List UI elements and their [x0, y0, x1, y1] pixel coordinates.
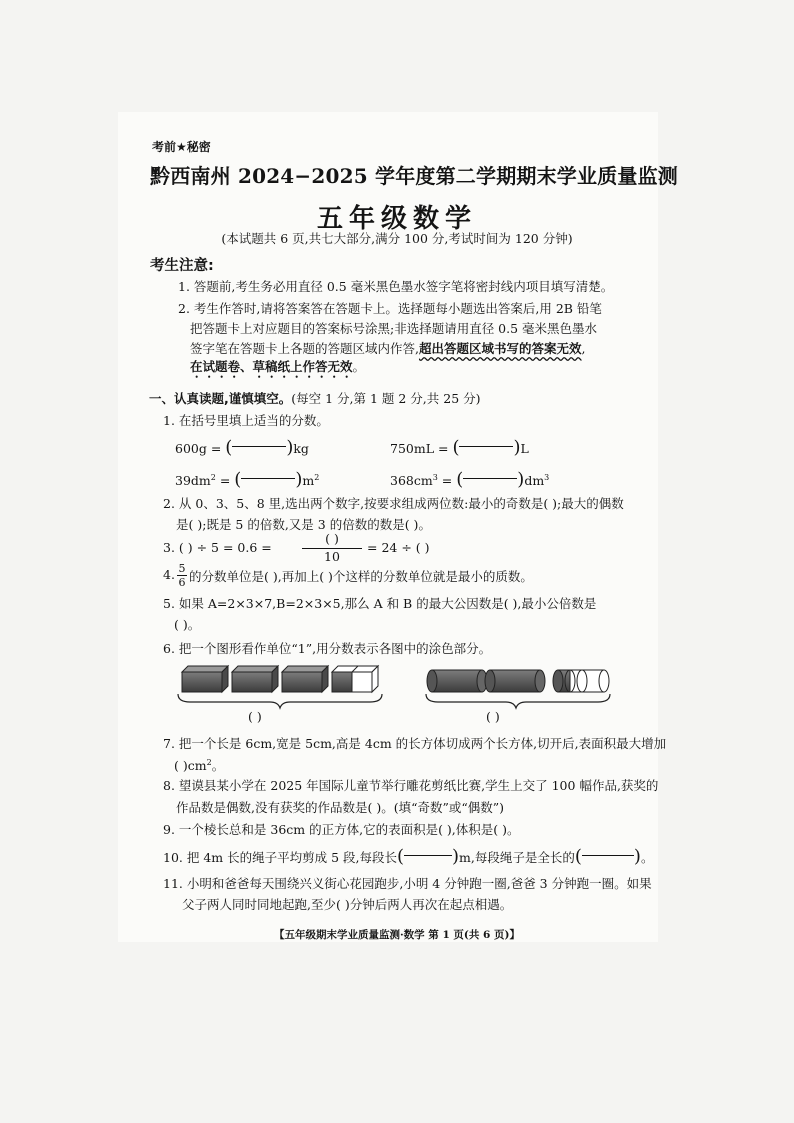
- notice-period: 。: [352, 359, 366, 374]
- q1-d-unit-exp: 3: [544, 472, 550, 482]
- q1-d-eq: =: [437, 473, 453, 488]
- q1-a-blank[interactable]: ( ): [225, 437, 294, 458]
- cylinder-1: [427, 670, 487, 692]
- exam-title: 黔西南州 2024−2025 学年度第二学期期末学业质量监测: [150, 164, 679, 188]
- question-11-line-1: 11. 小明和爸爸每天围绕兴义街心花园跑步,小明 4 分钟跑一圈,爸爸 3 分钟跑一圈。如果: [163, 876, 652, 891]
- q1-c: [175, 469, 319, 490]
- q1-c-exp: 2: [210, 472, 216, 482]
- question-10: [163, 846, 653, 867]
- question-10-blank-2[interactable]: ( ): [574, 846, 641, 867]
- question-2-line-2: 是( );既是 5 的倍数,又是 3 的倍数的数是( )。: [176, 517, 431, 532]
- notice-comma: ,: [581, 341, 586, 356]
- section-1-heading: [149, 389, 481, 407]
- q1-b: [390, 437, 529, 458]
- question-10-part-b: m,每段绳子是全长的: [459, 850, 575, 865]
- notice-emphasis-invalid-area: 超出答题区域书写的答案无效: [418, 341, 582, 356]
- question-2-line-1: 2. 从 0、3、5、8 里,选出两个数字,按要求组成两位数:最小的奇数是( );最大的偶数: [163, 496, 624, 511]
- q1-c-unit: m: [302, 473, 315, 488]
- left-brace: [178, 694, 382, 708]
- question-7-blank[interactable]: ( )cm: [174, 758, 207, 773]
- question-5-line-2: ( )。: [174, 617, 201, 632]
- section-1-title: 一、认真读题,谨慎填空。: [149, 391, 292, 406]
- q1-c-eq: =: [215, 473, 231, 488]
- confidential-label: 考前★秘密: [152, 140, 211, 154]
- question-9: 9. 一个棱长总和是 36cm 的正方体,它的表面积是( ),体积是( )。: [163, 822, 520, 837]
- notice-item-2-line-4: [190, 357, 365, 381]
- cuboid-1: [182, 666, 228, 692]
- question-3-numerator[interactable]: ( ): [325, 531, 339, 546]
- q1-c-left: 39dm: [175, 473, 211, 488]
- q1-c-unit-exp: 2: [314, 472, 320, 482]
- notice-text: 签字笔在答题卡上各题的答题区域内作答,: [190, 341, 419, 356]
- q1-a-unit: kg: [293, 441, 309, 456]
- cuboid-3: [282, 666, 328, 692]
- notice-emphasis-draft-invalid: 在试题卷、草稿纸上作答无效: [190, 359, 353, 374]
- question-5-line-1: 5. 如果 A=2×3×7,B=2×3×5,那么 A 和 B 的最大公因数是( ),最小公倍数是: [163, 596, 597, 611]
- question-1: 1. 在括号里填上适当的分数。: [163, 413, 329, 428]
- cylinder-2: [485, 670, 545, 692]
- cuboid-4-partial: [332, 666, 378, 692]
- question-6-figures: [170, 660, 630, 710]
- question-10-blank-1[interactable]: ( ): [396, 846, 460, 867]
- q1-a: [175, 437, 309, 458]
- cylinder-3-partial: [553, 670, 609, 692]
- notice-heading: 考生注意:: [150, 258, 214, 274]
- question-7-line-1: 7. 把一个长是 6cm,宽是 5cm,高是 4cm 的长方体切成两个长方体,切开后,表面积最大增加: [163, 736, 667, 751]
- question-10-end: 。: [640, 850, 654, 865]
- question-11-line-2: 父子两人同时同地起跑,至少( )分钟后两人再次在起点相遇。: [182, 897, 513, 912]
- q1-c-blank[interactable]: ( ): [234, 469, 303, 490]
- notice-item-2-line-1: 2. 考生作答时,请将答案答在答题卡上。选择题每小题选出答案后,用 2B 铅笔: [178, 301, 602, 316]
- notice-item-1: 1. 答题前,考生务必用直径 0.5 毫米黑色墨水签字笔将密封线内项目填写清楚。: [178, 279, 614, 294]
- question-8-line-2: 作品数是偶数,没有获奖的作品数是( )。(填“奇数”或“偶数”): [176, 800, 505, 815]
- question-8-line-1: 8. 望谟县某小学在 2025 年国际儿童节举行雕花剪纸比赛,学生上交了 100 幅作品,获奖的: [163, 778, 659, 793]
- section-1-score-note: (每空 1 分,第 1 题 2 分,共 25 分): [291, 391, 481, 406]
- question-4-text: 的分数单位是( ),再加上( )个这样的分数单位就是最小的质数。: [189, 569, 533, 584]
- question-4-numerator: 5: [178, 562, 186, 575]
- question-3-denominator: 10: [324, 549, 340, 564]
- question-3-part-b: = 24 ÷ ( ): [367, 540, 430, 555]
- q1-a-left: 600g =: [175, 441, 222, 456]
- right-brace: [426, 694, 610, 708]
- q1-d: [390, 469, 549, 490]
- question-7-line-2: [174, 756, 224, 774]
- question-4-denominator: 6: [178, 576, 186, 589]
- q1-d-exp: 3: [432, 472, 438, 482]
- question-7-end: 。: [211, 758, 225, 773]
- q1-b-left: 750mL =: [390, 441, 449, 456]
- question-6: 6. 把一个图形看作单位“1”,用分数表示各图中的涂色部分。: [163, 641, 492, 656]
- notice-item-2-line-3: [190, 339, 585, 357]
- subject-title: 五年级数学: [316, 204, 477, 234]
- question-6-answer-left[interactable]: ( ): [248, 709, 262, 724]
- question-3-part-a: 3. ( ) ÷ 5 = 0.6 =: [163, 540, 272, 555]
- q1-d-unit: dm: [524, 473, 545, 488]
- q1-d-blank[interactable]: ( ): [456, 469, 525, 490]
- notice-item-2-line-2: 把答题卡上对应题目的答案标号涂黑;非选择题请用直径 0.5 毫米黑色墨水: [190, 321, 598, 336]
- q1-b-blank[interactable]: ( ): [452, 437, 521, 458]
- question-4-prefix: 4.: [163, 567, 175, 582]
- q1-d-left: 368cm: [390, 473, 433, 488]
- page-footer: 【五年级期末学业质量监测·数学 第 1 页(共 6 页)】: [274, 929, 520, 941]
- question-6-answer-right[interactable]: ( ): [486, 709, 500, 724]
- question-7-exp: 2: [206, 757, 212, 767]
- q1-b-unit: L: [520, 441, 529, 456]
- question-10-part-a: 10. 把 4m 长的绳子平均剪成 5 段,每段长: [163, 850, 397, 865]
- cuboid-2: [232, 666, 278, 692]
- exam-info: (本试题共 6 页,共七大部分,满分 100 分,考试时间为 120 分钟): [221, 231, 573, 246]
